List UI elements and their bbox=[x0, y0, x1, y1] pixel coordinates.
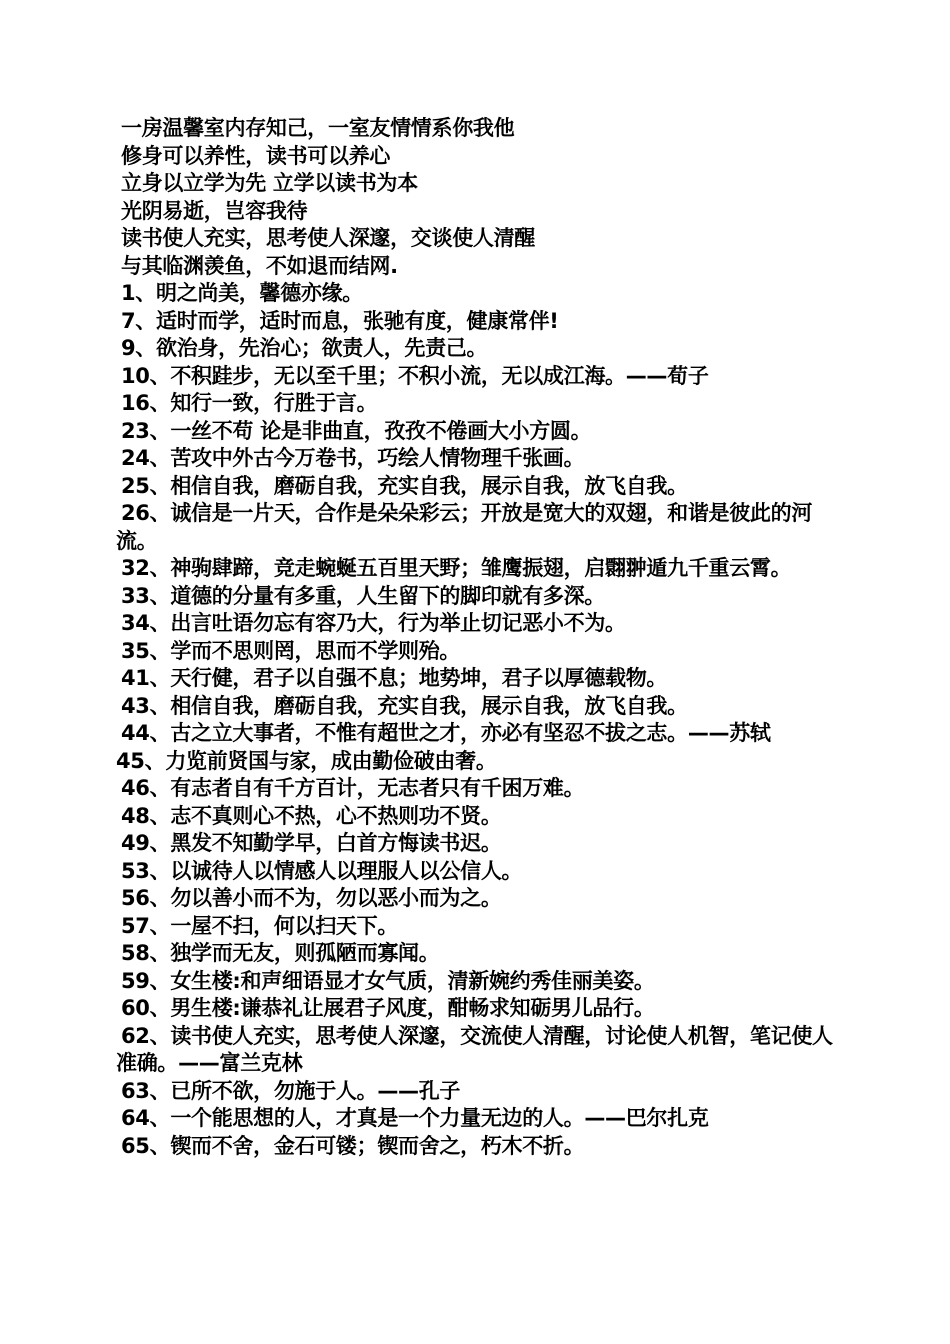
text-line: 35、学而不思则罔，思而不学则殆。 bbox=[121, 638, 461, 663]
text-line: 33、道德的分量有多重，人生留下的脚印就有多深。 bbox=[121, 583, 606, 608]
text-line: 48、志不真则心不热，心不热则功不贤。 bbox=[121, 803, 502, 828]
text-line: 49、黑发不知勤学早，白首方悔读书迟。 bbox=[121, 831, 502, 855]
text-line: 7、适时而学，适时而息，张驰有度，健康常伴! bbox=[121, 308, 559, 333]
text-line: 10、不积跬步，无以至千里；不积小流，无以成江海。——荀子 bbox=[121, 363, 709, 388]
text-line: 65、锲而不舍，金石可镂；锲而舍之，朽木不折。 bbox=[121, 1133, 585, 1158]
text-line: 32、神驹肆蹄，竞走蜿蜒五百里天野；雏鹰振翅，启翾翀遁九千重云霄。 bbox=[121, 556, 792, 580]
text-line: 9、欲治身，先治心；欲责人，先责己。 bbox=[121, 336, 488, 360]
text-line: 读书使人充实，思考使人深邃，交谈使人清醒 bbox=[121, 226, 535, 250]
text-line: 25、相信自我，磨砺自我，充实自我，展示自我，放飞自我。 bbox=[121, 473, 688, 498]
text-line: 44、古之立大事者，不惟有超世之才，亦必有坚忍不拔之志。——苏轼 bbox=[121, 721, 771, 745]
text-line: 58、独学而无友，则孤陋而寡闻。 bbox=[121, 941, 440, 965]
text-line: 57、一屋不扫，何以扫天下。 bbox=[121, 913, 399, 938]
text-line: 46、有志者自有千方百计，无志者只有千困万难。 bbox=[121, 776, 585, 800]
text-line: 26、诚信是一片天，合作是朵朵彩云；开放是宽大的双翅，和谐是彼此的河流。 bbox=[116, 501, 813, 553]
text-line: 53、以诚待人以情感人以理服人以公信人。 bbox=[121, 858, 523, 883]
text-line: 修身可以养性，读书可以养心 bbox=[121, 143, 391, 168]
text-line: 与其临渊羡鱼，不如退而结网. bbox=[121, 253, 398, 278]
text-line: 45、力览前贤国与家，成由勤俭破由奢。 bbox=[116, 748, 497, 773]
text-line: 60、男生楼:谦恭礼让展君子风度，酣畅求知砺男儿品行。 bbox=[121, 996, 655, 1020]
text-line: 16、知行一致，行胜于言。 bbox=[121, 391, 378, 415]
text-line: 59、女生楼:和声细语显才女气质，清新婉约秀佳丽美姿。 bbox=[121, 968, 655, 993]
text-line: 光阴易逝，岂容我待 bbox=[121, 198, 308, 223]
text-line: 62、读书使人充实，思考使人深邃，交流使人清醒，讨论使人机智，笔记使人准确。——富兰克林 bbox=[116, 1023, 833, 1075]
text-line: 56、勿以善小而不为，勿以恶小而为之。 bbox=[121, 886, 502, 910]
text-line: 43、相信自我，磨砺自我，充实自我，展示自我，放飞自我。 bbox=[121, 693, 688, 718]
text-line: 64、一个能思想的人，才真是一个力量无边的人。——巴尔扎克 bbox=[121, 1106, 709, 1130]
text-line: 一房温馨室内存知己，一室友情情系你我他 bbox=[121, 116, 515, 140]
text-line: 23、一丝不苟 论是非曲直，孜孜不倦画大小方圆。 bbox=[121, 418, 592, 443]
text-line: 1、明之尚美，馨德亦缘。 bbox=[121, 281, 364, 305]
text-line: 立身以立学为先 立学以读书为本 bbox=[121, 171, 418, 195]
text-line: 34、出言吐语勿忘有容乃大，行为举止切记恶小不为。 bbox=[121, 611, 626, 635]
text-line: 24、苦攻中外古今万卷书，巧绘人情物理千张画。 bbox=[121, 446, 585, 470]
text-line: 63、已所不欲，勿施于人。——孔子 bbox=[121, 1078, 461, 1103]
document-body bbox=[116, 115, 836, 1160]
text-line: 41、天行健，君子以自强不息；地势坤，君子以厚德载物。 bbox=[121, 666, 668, 690]
